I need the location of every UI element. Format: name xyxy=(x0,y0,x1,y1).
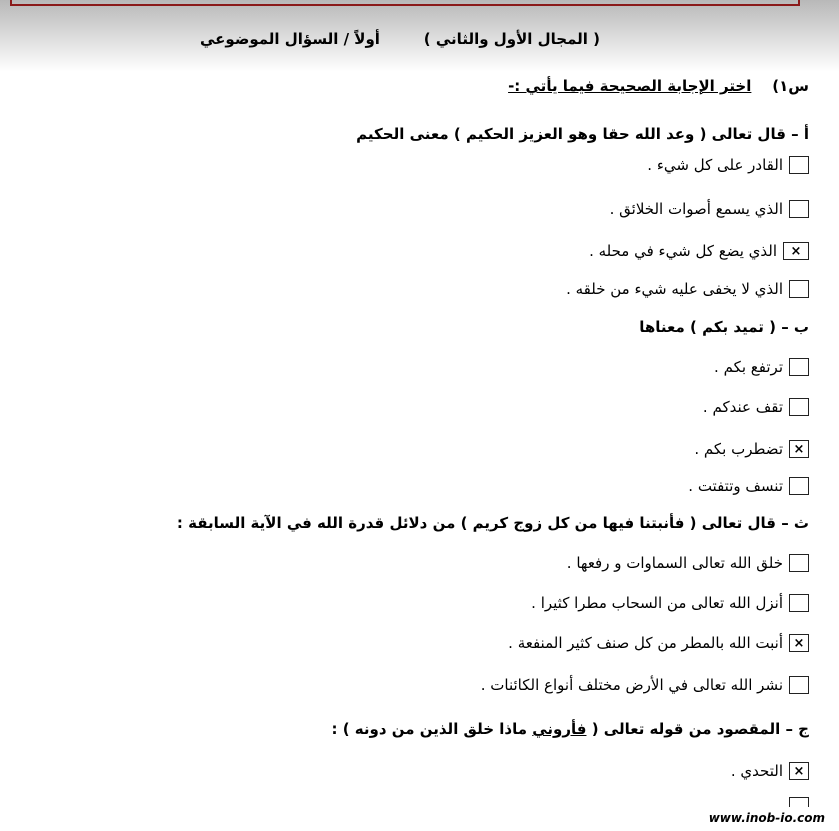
option-text: تقف عندكم . xyxy=(702,398,783,416)
option-row[interactable] xyxy=(694,440,809,458)
answer-checkbox[interactable] xyxy=(789,554,809,572)
answer-checkbox[interactable]: × xyxy=(789,762,809,780)
website-footer: www.inob-io.com xyxy=(708,811,825,825)
part-b-title: ب – ( تميد بكم ) معناها xyxy=(639,318,809,336)
part-d-title-start: ج – المقصود من قوله تعالى ( xyxy=(591,720,809,738)
answer-checkbox[interactable] xyxy=(789,280,809,298)
option-row[interactable] xyxy=(567,554,809,572)
answer-checkbox[interactable]: × xyxy=(789,440,809,458)
option-text: القادر على كل شيء . xyxy=(647,156,783,174)
part-d-title xyxy=(331,720,809,738)
option-text: أنزل الله تعالى من السحاب مطرا كثيرا . xyxy=(531,594,783,612)
answer-checkbox[interactable] xyxy=(789,676,809,694)
answer-checkbox-partial[interactable] xyxy=(789,797,809,807)
question-heading xyxy=(508,77,809,95)
option-text: الذي يسمع أصوات الخلائق . xyxy=(609,200,783,218)
answer-checkbox[interactable]: × xyxy=(783,242,809,260)
option-text: الذي يضع كل شيء في محله . xyxy=(589,242,777,260)
option-row[interactable] xyxy=(688,477,809,495)
part-a-title: أ – قال تعالى ( وعد الله حقا وهو العزيز الحكيم ) معنى الحكيم xyxy=(356,125,809,143)
option-row[interactable] xyxy=(703,398,809,416)
option-row[interactable] xyxy=(714,358,809,376)
answer-checkbox[interactable] xyxy=(789,398,809,416)
part-d-title-end: ماذا خلق الذين من دونه ) : xyxy=(331,720,527,738)
option-row[interactable] xyxy=(481,676,809,694)
option-row[interactable] xyxy=(647,156,809,174)
option-text: أنبت الله بالمطر من كل صنف كثير المنفعة . xyxy=(508,634,783,652)
option-text: الذي لا يخفى عليه شيء من خلقه . xyxy=(566,280,783,298)
answer-checkbox[interactable] xyxy=(789,156,809,174)
answer-checkbox[interactable] xyxy=(789,200,809,218)
option-text: ترتفع بكم . xyxy=(714,358,783,376)
option-row[interactable] xyxy=(610,200,809,218)
answer-checkbox[interactable] xyxy=(789,358,809,376)
page-header xyxy=(200,30,600,50)
option-row[interactable] xyxy=(531,594,809,612)
part-c-title: ث – قال تعالى ( فأنبتنا فيها من كل زوج كريم ) من دلائل قدرة الله في الآية السابقة : xyxy=(176,514,809,532)
page-frame xyxy=(10,0,800,6)
answer-checkbox[interactable] xyxy=(789,477,809,495)
section-title: أولاً / السؤال الموضوعي xyxy=(200,30,380,48)
option-row[interactable] xyxy=(508,634,809,652)
option-text: خلق الله تعالى السماوات و رفعها . xyxy=(566,554,783,572)
part-d-title-underlined: فأروني xyxy=(532,720,587,738)
option-text: نشر الله تعالى في الأرض مختلف أنواع الكائنات . xyxy=(480,676,783,694)
question-number: س١) xyxy=(772,77,809,95)
answer-checkbox[interactable]: × xyxy=(789,634,809,652)
domain-label: ( المجال الأول والثاني ) xyxy=(423,30,600,48)
question-instruction: اختر الإجابة الصحيحة فيما يأتي :- xyxy=(508,77,752,95)
option-row[interactable] xyxy=(731,762,809,780)
answer-checkbox[interactable] xyxy=(789,594,809,612)
option-text: تضطرب بكم . xyxy=(694,440,783,458)
option-row[interactable] xyxy=(566,280,809,298)
option-text: التحدي . xyxy=(730,762,783,780)
option-row[interactable] xyxy=(589,242,809,260)
option-text: تنسف وتتفتت . xyxy=(688,477,783,495)
